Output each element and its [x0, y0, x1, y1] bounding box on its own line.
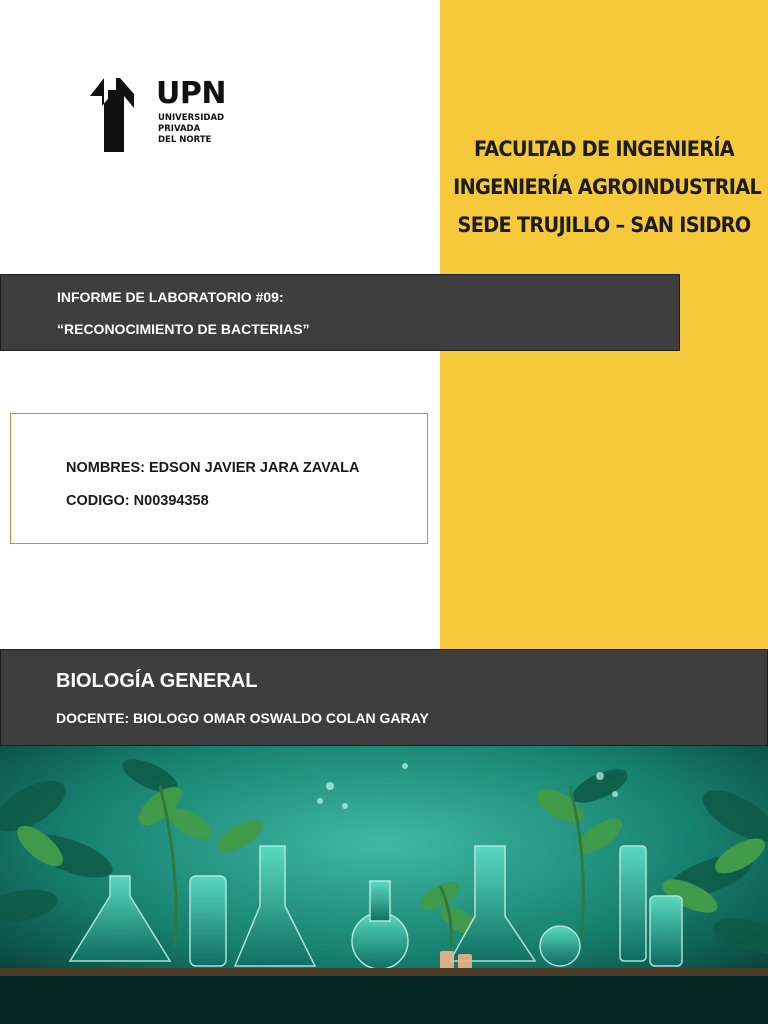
upn-logo [90, 76, 230, 152]
student-names: NOMBRES: EDSON JAVIER JARA ZAVALA [66, 460, 360, 476]
laboratory-plants-illustration [0, 746, 768, 1024]
course-band [0, 649, 768, 746]
logo-subtitle-line: UNIVERSIDAD [158, 113, 225, 123]
report-title: “RECONOCIMIENTO DE BACTERIAS” [57, 321, 310, 337]
upn-arrow-logo-icon [90, 76, 150, 152]
logo-subtitle-line: PRIVADA [158, 124, 201, 134]
faculty-name: FACULTAD DE INGENIERÍA [473, 137, 735, 161]
student-code: CODIGO: N00394358 [66, 493, 209, 509]
logo-subtitle [158, 113, 224, 146]
campus-name: SEDE TRUJILLO – SAN ISIDRO [457, 213, 751, 237]
student-info-box [10, 413, 428, 544]
report-number: INFORME DE LABORATORIO #09: [57, 289, 284, 305]
course-title: BIOLOGÍA GENERAL [56, 670, 258, 692]
program-name: INGENIERÍA AGROINDUSTRIAL [453, 175, 762, 199]
logo-brand-text: UPN [156, 76, 226, 111]
course-teacher: DOCENTE: BIOLOGO OMAR OSWALDO COLAN GARAY [56, 710, 429, 726]
report-title-band [0, 274, 680, 351]
logo-subtitle-line: DEL NORTE [158, 135, 212, 145]
faculty-heading [440, 130, 768, 244]
